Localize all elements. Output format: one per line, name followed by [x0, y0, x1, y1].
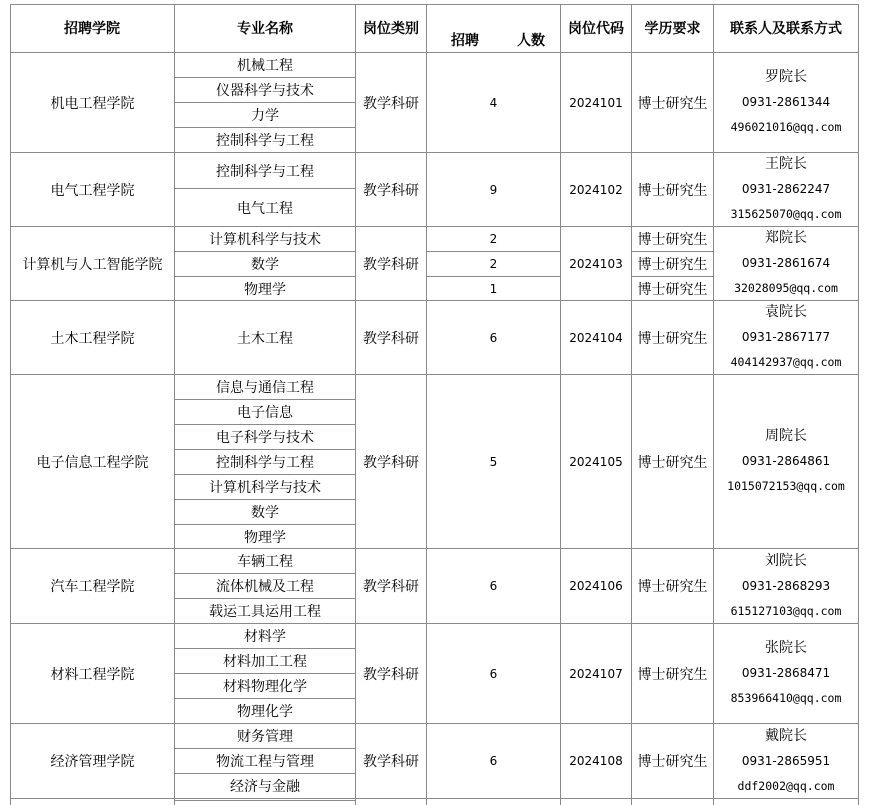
major-cell: 财务管理	[237, 729, 293, 745]
contact-name: 王院长	[765, 156, 807, 172]
category-cell: 教学科研	[363, 454, 419, 471]
count-cell: 2	[489, 232, 498, 246]
count-cell: 6	[489, 666, 498, 681]
contact-email: ddf2002@qq.com	[737, 778, 835, 793]
major-cell: 机械工程	[237, 58, 293, 74]
major-cell: 材料学	[244, 629, 286, 645]
contact-cell	[714, 549, 858, 623]
header-contact: 联系人及联系方式	[730, 21, 842, 37]
major-cell: 力学	[251, 108, 279, 124]
count-cell: 9	[489, 182, 498, 197]
contact-name: 周院长	[765, 428, 807, 444]
major-cell: 材料加工工程	[223, 654, 307, 670]
contact-phone: 0931-2868471	[741, 666, 831, 680]
contact-phone: 0931-2864861	[741, 454, 831, 468]
contact-name: 张院长	[765, 640, 807, 656]
contact-email: 1015072153@qq.com	[727, 479, 845, 493]
degree-cell: 博士研究生	[637, 454, 708, 471]
major-cell: 流体机械及工程	[216, 579, 314, 595]
count-cell: 1	[489, 281, 498, 296]
major-cell: 物流工程与管理	[216, 754, 314, 770]
header-college: 招聘学院	[64, 21, 120, 37]
contact-email: 853966410@qq.com	[730, 691, 842, 705]
header-count-b: 人数	[517, 33, 545, 49]
contact-phone: 0931-2867177	[741, 330, 831, 344]
major-cell: 控制科学与工程	[216, 455, 314, 471]
major-cell: 载运工具运用工程	[209, 604, 321, 620]
major-cell: 材料物理化学	[223, 679, 307, 695]
major-cell: 数学	[251, 257, 279, 273]
college-cell: 机电工程学院	[50, 95, 135, 112]
degree-cell: 博士研究生	[637, 281, 708, 298]
contact-phone: 0931-2868293	[741, 578, 831, 593]
count-cell: 4	[489, 95, 498, 110]
count-cell: 2	[489, 257, 498, 271]
code-cell: 2024101	[569, 95, 623, 110]
college-cell: 计算机与人工智能学院	[22, 256, 163, 273]
major-cell: 土木工程	[237, 330, 293, 347]
contact-name: 袁院长	[765, 304, 807, 320]
code-cell: 2024106	[569, 579, 623, 593]
contact-cell	[714, 724, 858, 798]
header-category: 岗位类别	[363, 21, 419, 37]
category-cell: 教学科研	[363, 666, 419, 683]
category-cell: 教学科研	[363, 330, 419, 347]
degree-cell: 博士研究生	[637, 330, 708, 347]
category-cell: 教学科研	[363, 256, 419, 273]
college-cell: 电气工程学院	[50, 182, 135, 199]
degree-cell: 博士研究生	[637, 579, 708, 595]
major-cell: 计算机科学与技术	[209, 480, 321, 496]
code-cell: 2024102	[569, 182, 623, 197]
major-cell: 电子信息	[237, 405, 293, 421]
code-cell: 2024104	[569, 330, 623, 345]
major-cell: 仪器科学与技术	[216, 83, 314, 99]
major-cell: 物理学	[244, 281, 286, 298]
degree-cell: 博士研究生	[637, 232, 708, 248]
major-cell: 电子科学与技术	[216, 430, 314, 446]
header-degree: 学历要求	[644, 21, 701, 37]
header-major: 专业名称	[237, 21, 293, 37]
college-cell: 土木工程学院	[50, 330, 135, 347]
contact-cell	[714, 624, 858, 723]
college-cell: 材料工程学院	[50, 666, 135, 683]
contact-phone: 0931-2861674	[741, 256, 831, 270]
major-cell: 物理学	[244, 529, 286, 546]
college-cell: 汽车工程学院	[50, 579, 135, 595]
contact-email: 315625070@qq.com	[730, 207, 842, 221]
contact-cell	[714, 301, 858, 374]
category-cell: 教学科研	[363, 579, 419, 595]
count-cell: 6	[489, 330, 498, 345]
contact-phone: 0931-2861344	[741, 95, 831, 109]
major-cell: 数学	[251, 505, 279, 521]
degree-cell: 博士研究生	[637, 754, 708, 770]
code-cell: 2024107	[569, 666, 623, 681]
header-count-a: 招聘	[451, 33, 479, 49]
contact-name: 戴院长	[765, 727, 807, 744]
major-cell: 计算机科学与技术	[209, 232, 321, 248]
count-cell: 6	[489, 579, 498, 593]
category-cell: 教学科研	[363, 182, 419, 199]
contact-cell	[714, 375, 858, 548]
contact-email: 496021016@qq.com	[730, 120, 842, 134]
contact-cell	[714, 153, 858, 226]
contact-name: 郑院长	[765, 230, 807, 246]
count-cell: 6	[489, 754, 498, 768]
major-cell: 车辆工程	[237, 554, 293, 570]
contact-phone: 0931-2862247	[741, 182, 831, 196]
contact-name: 罗院长	[765, 69, 807, 85]
contact-email: 615127103@qq.com	[730, 603, 842, 618]
degree-cell: 博士研究生	[637, 182, 708, 199]
contact-cell	[714, 227, 858, 300]
contact-cell	[714, 53, 858, 152]
major-cell: 控制科学与工程	[216, 163, 314, 180]
major-cell: 控制科学与工程	[216, 133, 314, 149]
count-cell: 5	[489, 454, 498, 469]
header-code: 岗位代码	[568, 21, 624, 37]
degree-cell: 博士研究生	[637, 666, 708, 683]
degree-cell: 博士研究生	[637, 257, 708, 273]
college-cell: 经济管理学院	[50, 754, 135, 770]
code-cell: 2024108	[569, 754, 623, 768]
contact-name: 刘院长	[765, 552, 807, 569]
degree-cell: 博士研究生	[637, 95, 708, 112]
college-cell: 电子信息工程学院	[36, 454, 149, 471]
category-cell: 教学科研	[363, 754, 419, 770]
major-cell: 电气工程	[237, 200, 293, 217]
major-cell: 经济与金融	[230, 779, 300, 795]
code-cell: 2024105	[569, 454, 623, 469]
code-cell: 2024103	[569, 256, 623, 271]
category-cell: 教学科研	[363, 95, 419, 112]
contact-phone: 0931-2865951	[741, 753, 831, 768]
contact-email: 404142937@qq.com	[730, 355, 842, 369]
major-cell: 信息与通信工程	[216, 380, 314, 396]
contact-email: 32028095@qq.com	[734, 281, 838, 295]
major-cell: 物理化学	[237, 704, 293, 720]
